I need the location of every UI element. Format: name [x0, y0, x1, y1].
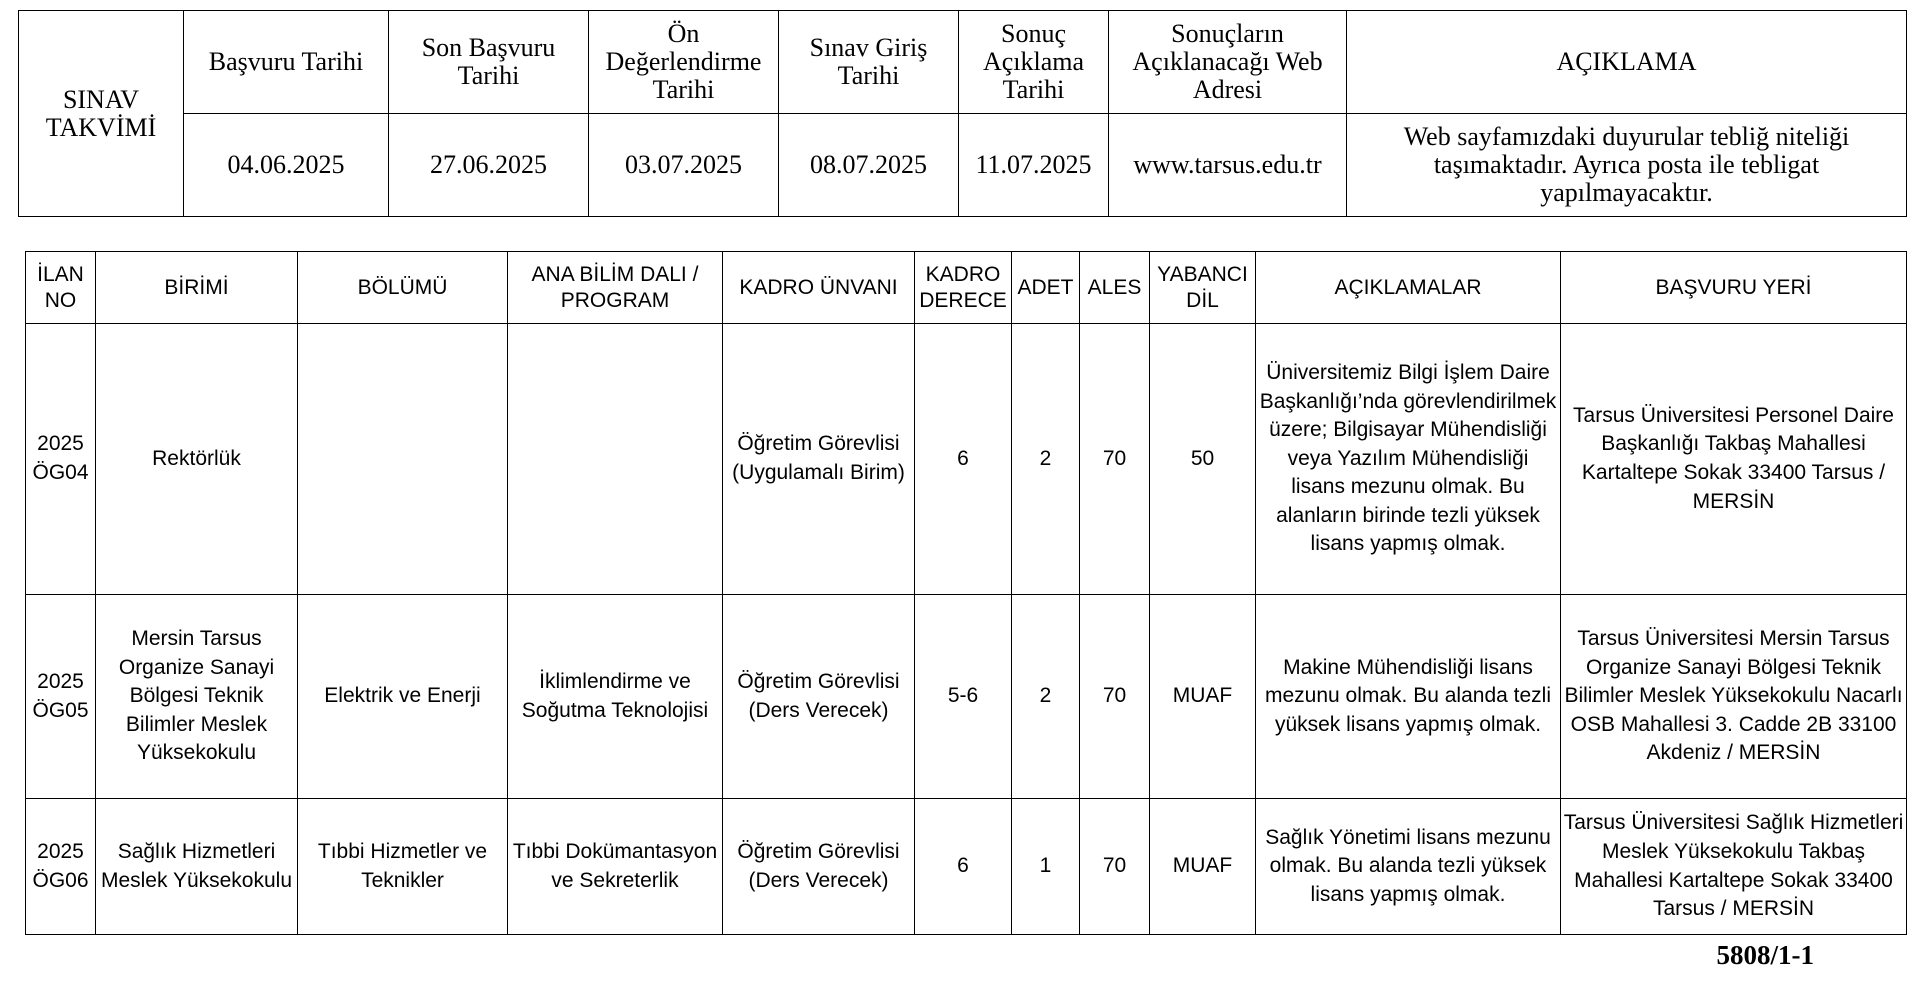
header-son-basvuru-tarihi: Son Başvuru Tarihi: [389, 11, 589, 114]
cell-bolumu: [298, 324, 508, 595]
col-program: ANA BİLİM DALI / PROGRAM: [508, 252, 723, 324]
cell-ilan-no: 2025 ÖG06: [26, 799, 96, 935]
postings-header-row: [26, 252, 1907, 324]
header-sonuc-web-adresi: Sonuçların Açıklanacağı Web Adresi: [1109, 11, 1347, 114]
col-bolumu: BÖLÜMÜ: [298, 252, 508, 324]
cell-program: Tıbbi Dokümantasyon ve Sekreterlik: [508, 799, 723, 935]
cell-birimi: Mersin Tarsus Organize Sanayi Bölgesi Teknik Bilimler Meslek Yüksekokulu: [96, 595, 298, 799]
cell-adet: 2: [1012, 324, 1080, 595]
header-on-degerlendirme-tarihi: Ön Değerlendirme Tarihi: [589, 11, 779, 114]
cell-kadro-derece: 6: [915, 324, 1012, 595]
cell-adet: 2: [1012, 595, 1080, 799]
cell-ales: 70: [1080, 799, 1150, 935]
col-kadro-unvani: KADRO ÜNVANI: [723, 252, 915, 324]
table-row: [26, 799, 1907, 935]
value-sinav-giris-tarihi: 08.07.2025: [779, 114, 959, 217]
value-aciklama: Web sayfamızdaki duyurular tebliğ niteliği taşımaktadır. Ayrıca posta ile tebligat yapılmayacaktır.: [1347, 114, 1907, 217]
cell-kadro-unvani: Öğretim Görevlisi (Ders Verecek): [723, 595, 915, 799]
cell-ales: 70: [1080, 324, 1150, 595]
cell-aciklamalar: Üniversitemiz Bilgi İşlem Daire Başkanlığı’nda görevlendirilmek üzere; Bilgisayar Mühendisliği veya Yazılım Mühendisliği lisans mezunu olmak. Bu alanların birinde tezli yüksek lisans yapmış olmak.: [1256, 324, 1561, 595]
cell-yabanci-dil: MUAF: [1150, 595, 1256, 799]
cell-program: [508, 324, 723, 595]
cell-birimi: Sağlık Hizmetleri Meslek Yüksekokulu: [96, 799, 298, 935]
exam-calendar-title: SINAV TAKVİMİ: [19, 11, 184, 217]
cell-yabanci-dil: 50: [1150, 324, 1256, 595]
col-aciklamalar: AÇIKLAMALAR: [1256, 252, 1561, 324]
col-ilan-no: İLAN NO: [26, 252, 96, 324]
exam-calendar-value-row: [19, 114, 1907, 217]
value-son-basvuru-tarihi: 27.06.2025: [389, 114, 589, 217]
value-on-degerlendirme-tarihi: 03.07.2025: [589, 114, 779, 217]
cell-kadro-unvani: Öğretim Görevlisi (Uygulamalı Birim): [723, 324, 915, 595]
exam-calendar-table: [18, 10, 1907, 217]
cell-kadro-derece: 6: [915, 799, 1012, 935]
header-sonuc-aciklama-tarihi: Sonuç Açıklama Tarihi: [959, 11, 1109, 114]
cell-yabanci-dil: MUAF: [1150, 799, 1256, 935]
col-birimi: BİRİMİ: [96, 252, 298, 324]
cell-aciklamalar: Makine Mühendisliği lisans mezunu olmak. Bu alanda tezli yüksek lisans yapmış olmak.: [1256, 595, 1561, 799]
col-kadro-derece: KADRO DERECE: [915, 252, 1012, 324]
value-sonuc-aciklama-tarihi: 11.07.2025: [959, 114, 1109, 217]
value-web-adresi: www.tarsus.edu.tr: [1109, 114, 1347, 217]
table-row: [26, 324, 1907, 595]
cell-birimi: Rektörlük: [96, 324, 298, 595]
cell-basvuru-yeri: Tarsus Üniversitesi Mersin Tarsus Organize Sanayi Bölgesi Teknik Bilimler Meslek Yüksekokulu Nacarlı OSB Mahallesi 3. Cadde 2B 33100 Akdeniz / MERSİN: [1561, 595, 1907, 799]
exam-calendar-header-row: [19, 11, 1907, 114]
cell-aciklamalar: Sağlık Yönetimi lisans mezunu olmak. Bu alanda tezli yüksek lisans yapmış olmak.: [1256, 799, 1561, 935]
cell-kadro-unvani: Öğretim Görevlisi (Ders Verecek): [723, 799, 915, 935]
cell-program: İklimlendirme ve Soğutma Teknolojisi: [508, 595, 723, 799]
job-postings-table: [25, 251, 1907, 935]
col-basvuru-yeri: BAŞVURU YERİ: [1561, 252, 1907, 324]
cell-ales: 70: [1080, 595, 1150, 799]
cell-bolumu: Elektrik ve Enerji: [298, 595, 508, 799]
cell-basvuru-yeri: Tarsus Üniversitesi Personel Daire Başkanlığı Takbaş Mahallesi Kartaltepe Sokak 33400 Tarsus / MERSİN: [1561, 324, 1907, 595]
col-ales: ALES: [1080, 252, 1150, 324]
col-adet: ADET: [1012, 252, 1080, 324]
table-row: [26, 595, 1907, 799]
cell-basvuru-yeri: Tarsus Üniversitesi Sağlık Hizmetleri Meslek Yüksekokulu Takbaş Mahallesi Kartaltepe Sokak 33400 Tarsus / MERSİN: [1561, 799, 1907, 935]
value-basvuru-tarihi: 04.06.2025: [184, 114, 389, 217]
col-yabanci-dil: YABANCI DİL: [1150, 252, 1256, 324]
cell-bolumu: Tıbbi Hizmetler ve Teknikler: [298, 799, 508, 935]
cell-ilan-no: 2025 ÖG05: [26, 595, 96, 799]
header-basvuru-tarihi: Başvuru Tarihi: [184, 11, 389, 114]
cell-ilan-no: 2025 ÖG04: [26, 324, 96, 595]
header-sinav-giris-tarihi: Sınav Giriş Tarihi: [779, 11, 959, 114]
document-reference-number: 5808/1-1: [1716, 940, 1814, 970]
cell-kadro-derece: 5-6: [915, 595, 1012, 799]
header-aciklama: AÇIKLAMA: [1347, 11, 1907, 114]
cell-adet: 1: [1012, 799, 1080, 935]
